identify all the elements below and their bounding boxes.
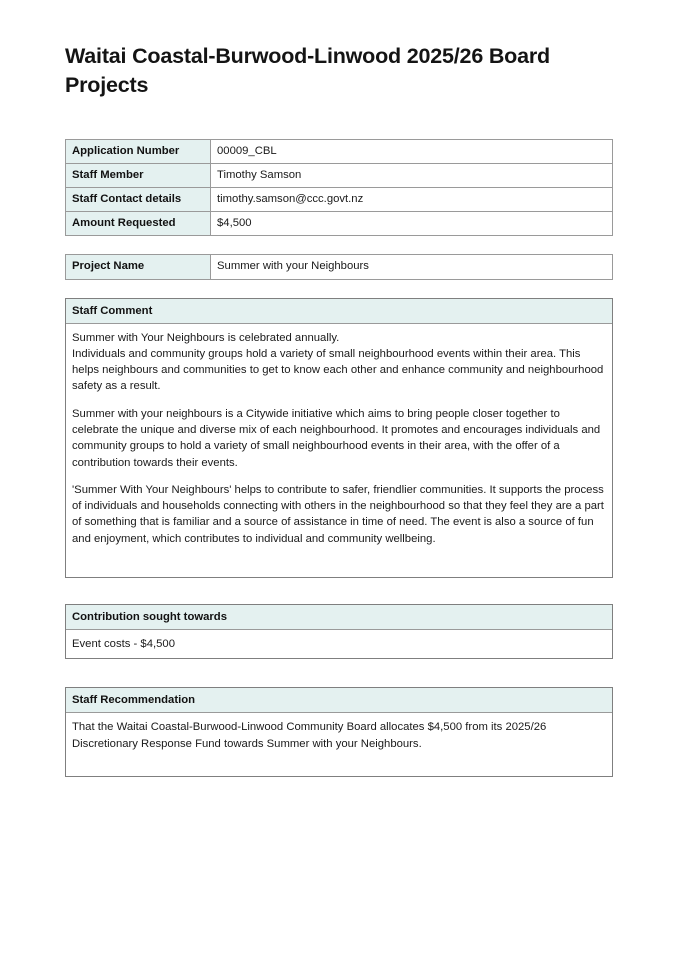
staff-comment-section (65, 298, 613, 578)
staff-recommendation-text: That the Waitai Coastal-Burwood-Linwood Community Board allocates $4,500 from its 2025/26 Discretionary Response Fund towards Summer with your Neighbours. (72, 721, 547, 750)
staff-comment-heading: Staff Comment (66, 299, 612, 324)
staff-member-label: Staff Member (66, 164, 211, 188)
application-number-label: Application Number (66, 140, 211, 164)
staff-comment-paragraph: 'Summer With Your Neighbours' helps to contribute to safer, friendlier communities. It supports the process of individuals and households connecting with others in the neighbourhood so that they feel they are a part of something that is familiar and a source of assistance in time of need. The event is also a source of fun and enjoyment, which contributes to individual and community wellbeing. (72, 483, 604, 545)
staff-contact-details-value: timothy.samson@ccc.govt.nz (211, 188, 613, 212)
page-title: Waitai Coastal-Burwood-Linwood 2025/26 Board Projects (65, 44, 550, 98)
spacer (65, 236, 613, 254)
spacer (65, 659, 613, 687)
amount-requested-value: $4,500 (211, 212, 613, 236)
spacer (65, 280, 613, 298)
table-row (66, 255, 613, 279)
table-row (66, 188, 613, 212)
staff-recommendation-body (66, 713, 612, 776)
spacer (65, 578, 613, 604)
staff-comment-paragraph: Summer with your neighbours is a Citywide initiative which aims to bring people closer together to celebrate the unique and diverse mix of each neighbourhood. It promotes and encourages individuals and community groups to hold a variety of small neighbourhood events in their area, with the offer of a contribution towards their events. (72, 407, 601, 469)
contribution-sought-heading: Contribution sought towards (66, 605, 612, 630)
contribution-sought-text: Event costs - $4,500 (72, 637, 175, 650)
staff-recommendation-heading: Staff Recommendation (66, 688, 612, 713)
table-row (66, 140, 613, 164)
project-name-label: Project Name (66, 255, 211, 279)
staff-comment-paragraph: Summer with Your Neighbours is celebrated annually. Individuals and community groups hold a variety of small neighbourhood events within their area. This helps neighbours and communities to get to know each other and enhance community and neighbourhood safety as a result. (72, 331, 604, 393)
staff-comment-body (66, 324, 612, 577)
staff-contact-details-label: Staff Contact details (66, 188, 211, 212)
table-row (66, 164, 613, 188)
amount-requested-label: Amount Requested (66, 212, 211, 236)
staff-recommendation-section (65, 687, 613, 777)
staff-member-value: Timothy Samson (211, 164, 613, 188)
application-details-table (65, 139, 613, 236)
project-name-table (65, 254, 613, 279)
document-content (65, 139, 613, 777)
contribution-sought-body (66, 630, 612, 658)
contribution-sought-section (65, 604, 613, 659)
project-name-value: Summer with your Neighbours (211, 255, 613, 279)
application-number-value: 00009_CBL (211, 140, 613, 164)
table-row (66, 212, 613, 236)
